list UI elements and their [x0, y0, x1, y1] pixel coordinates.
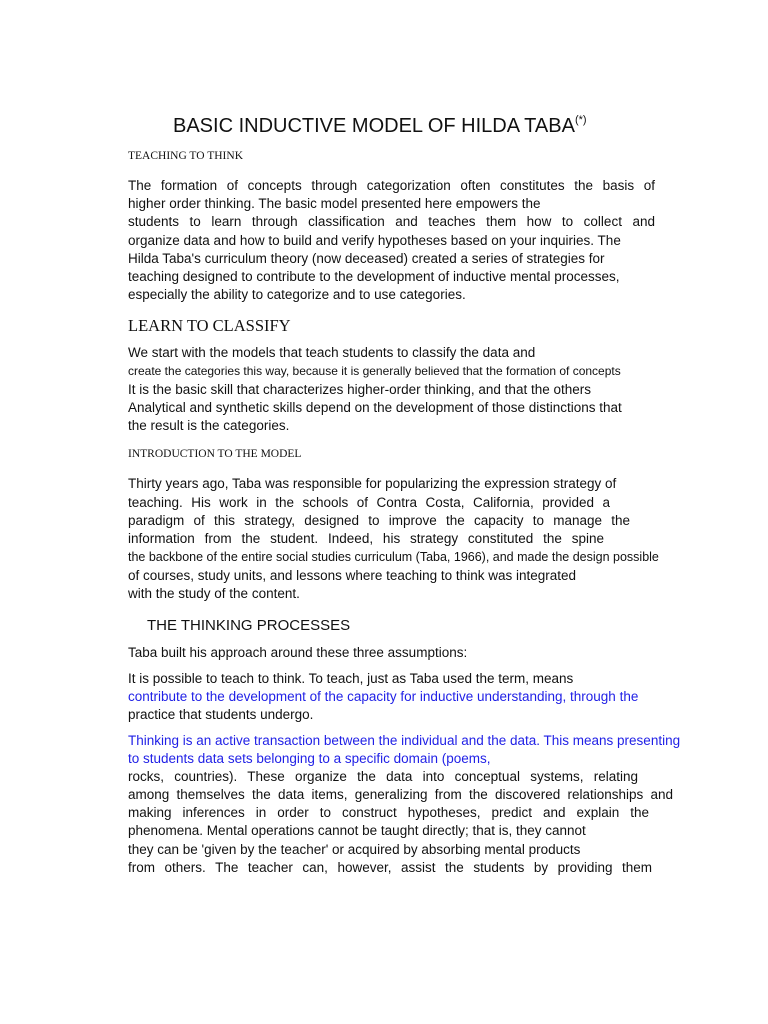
paragraph-line: practice that students undergo.: [128, 707, 314, 722]
paragraph-line: with the study of the content.: [128, 586, 300, 601]
paragraph-line: teaching designed to contribute to the development of inductive mental processes,: [128, 269, 620, 284]
paragraph-line: they can be 'given by the teacher' or acquired by absorbing mental products: [128, 842, 581, 857]
document-title: [173, 113, 587, 139]
paragraph-line: Thirty years ago, Taba was responsible for popularizing the expression strategy of: [128, 476, 617, 491]
title-footnote-marker: (*): [574, 114, 587, 126]
paragraph-line: making inferences in order to construct hypotheses, predict and explain the: [128, 805, 649, 820]
paragraph-line: the result is the categories.: [128, 418, 290, 433]
paragraph-line: from others. The teacher can, however, assist the students by providing them: [128, 860, 652, 875]
section-heading-thinking: THE THINKING PROCESSES: [147, 617, 351, 634]
section-heading-classify: LEARN TO CLASSIFY: [128, 316, 291, 335]
section-heading-introduction: INTRODUCTION TO THE MODEL: [128, 448, 302, 460]
paragraph-line: higher order thinking. The basic model presented here empowers the: [128, 196, 541, 211]
paragraph-line: information from the student. Indeed, his strategy constituted the spine: [128, 531, 604, 546]
paragraph-line: students to learn through classification and teaches them how to collect and: [128, 214, 655, 229]
paragraph-line: Analytical and synthetic skills depend on the development of those distinctions that: [128, 400, 622, 415]
paragraph-line: teaching. His work in the schools of Contra Costa, California, provided a: [128, 495, 610, 510]
paragraph-line: among themselves the data items, generalizing from the discovered relationships and: [128, 787, 673, 802]
paragraph-line: phenomena. Mental operations cannot be taught directly; that is, they cannot: [128, 823, 586, 838]
paragraph-line: Hilda Taba's curriculum theory (now deceased) created a series of strategies for: [128, 251, 605, 266]
highlighted-line: to students data sets belonging to a specific domain (poems,: [128, 751, 491, 766]
paragraph-line: Taba built his approach around these three assumptions:: [128, 645, 468, 660]
paragraph-line: We start with the models that teach students to classify the data and: [128, 345, 536, 360]
paragraph-line: especially the ability to categorize and to use categories.: [128, 287, 466, 302]
paragraph-line: of courses, study units, and lessons where teaching to think was integrated: [128, 568, 577, 583]
paragraph-line: The formation of concepts through categorization often constitutes the basis of: [128, 178, 655, 193]
section-heading-teaching: TEACHING TO THINK: [128, 150, 243, 162]
paragraph-line: the backbone of the entire social studies curriculum (Taba, 1966), and made the design possible: [128, 550, 659, 564]
paragraph-line: It is the basic skill that characterizes higher-order thinking, and that the others: [128, 382, 591, 397]
highlighted-line: Thinking is an active transaction between the individual and the data. This means presenting: [128, 733, 681, 748]
paragraph-line: organize data and how to build and verify hypotheses based on your inquiries. The: [128, 233, 621, 248]
title-text: BASIC INDUCTIVE MODEL OF HILDA TABA: [173, 115, 575, 137]
paragraph-line: paradigm of this strategy, designed to improve the capacity to manage the: [128, 513, 630, 528]
paragraph-line: It is possible to teach to think. To teach, just as Taba used the term, means: [128, 671, 574, 686]
highlighted-line: contribute to the development of the capacity for inductive understanding, through the: [128, 689, 639, 704]
paragraph-line: rocks, countries). These organize the data into conceptual systems, relating: [128, 769, 638, 784]
paragraph-line: create the categories this way, because it is generally believed that the formation of concepts: [128, 364, 621, 378]
